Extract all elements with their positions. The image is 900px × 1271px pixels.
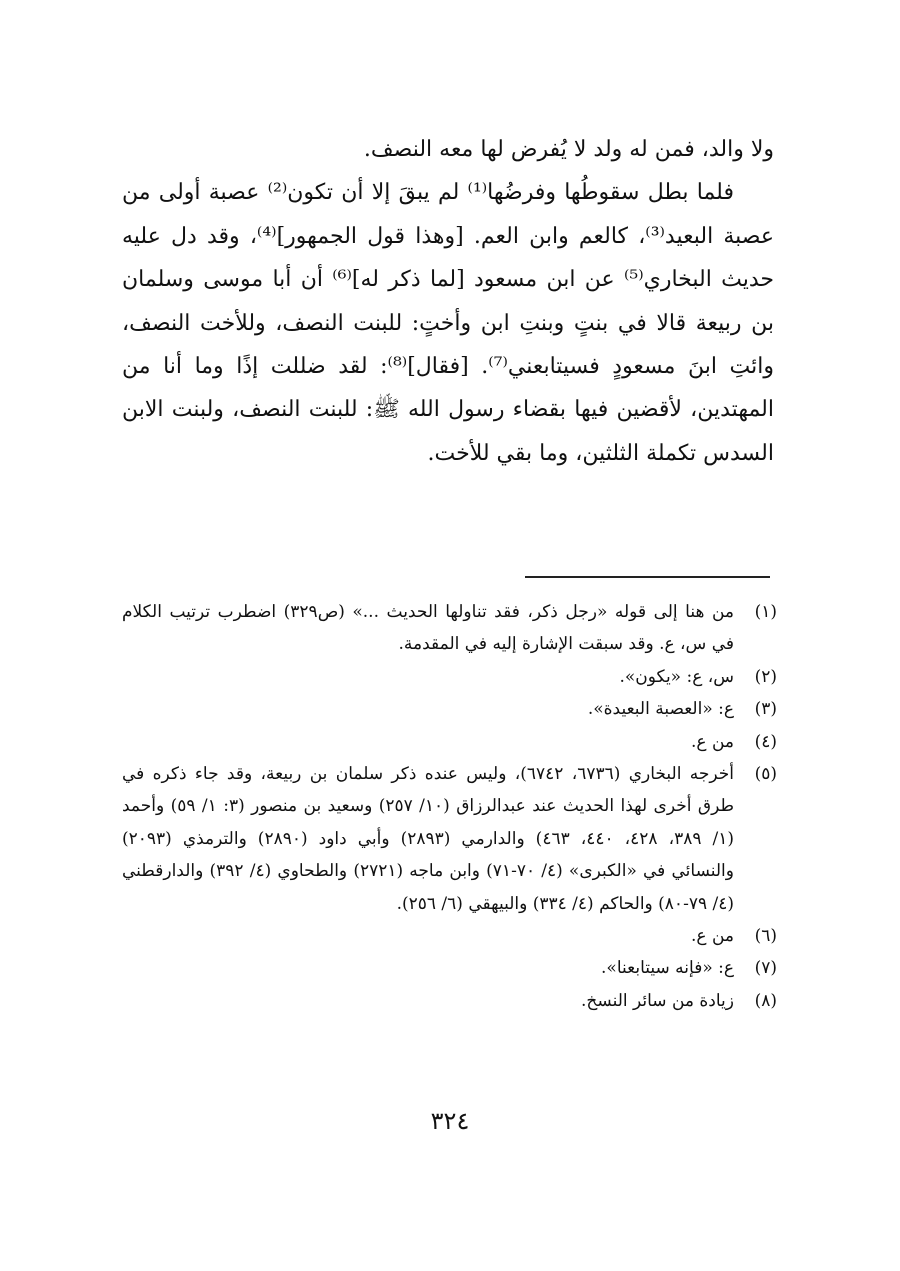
main-paragraph-2: فلما بطل سقوطُها وفرضُها⁽¹⁾ لم يبقَ إلا أن تكون⁽²⁾ عصبة أولى من عصبة البعيد⁽³⁾، كالعم وابن العم. [وهذا قول الجمهور]⁽⁴⁾، وقد دل عليه حديث البخاري⁽⁵⁾ عن ابن مسعود [لما ذكر له]⁽⁶⁾ أن أبا موسى وسلمان بن ربيعة قالا في بنتٍ وبنتِ ابن وأختٍ: للبنت النصف، وللأخت النصف، وائتِ ابنَ مسعودٍ فسيتابعني⁽⁷⁾. [فقال]⁽⁸⁾: لقد ضللت إذًا وما أنا من المهتدين، لأقضين فيها بقضاء رسول الله ﷺ: للبنت النصف، ولبنت الابن السدس تكملة الثلثين، وما بقي للأخت. — [122, 180, 775, 466]
footnotes-section — [122, 596, 777, 1017]
footnote-number: (٤) — [754, 731, 777, 752]
main-text-block — [122, 128, 774, 475]
footnote-number: (٣) — [754, 699, 777, 720]
footnote-number: (٧) — [754, 958, 777, 979]
main-paragraph-1: ولا والد، فمن له ولد لا يُفرض لها معه النصف. — [363, 137, 774, 162]
footnote-5 — [122, 758, 777, 920]
footnote-number: (٨) — [754, 990, 777, 1011]
footnote-text: ع: «فإنه سيتابعنا». — [601, 958, 734, 979]
footnote-text: زيادة من سائر النسخ. — [581, 990, 734, 1011]
footnote-number: (٥) — [754, 764, 777, 785]
footnote-2 — [122, 661, 777, 693]
footnote-number: (١) — [754, 602, 777, 622]
footnote-1 — [122, 596, 777, 661]
footnote-text: من ع. — [691, 926, 734, 947]
footnote-text: من هنا إلى قوله «رجل ذكر، فقد تناولها الحديث ...» (ص٣٢٩) اضطرب ترتيب الكلام في س، ع. وقد سبقت الإشارة إليه في المقدمة. — [122, 602, 734, 655]
footnote-4 — [122, 726, 777, 758]
footnote-3 — [122, 693, 777, 725]
footnote-text: س، ع: «يكون». — [619, 666, 734, 687]
footnote-divider — [525, 576, 770, 578]
footnote-8 — [122, 985, 777, 1017]
footnote-7 — [122, 952, 777, 984]
footnote-text: ع: «العصبة البعيدة». — [587, 699, 734, 720]
footnote-text: من ع. — [691, 731, 734, 752]
footnote-6 — [122, 920, 777, 952]
footnote-text: أخرجه البخاري (٦٧٣٦، ٦٧٤٢)، وليس عنده ذكر سلمان بن ربيعة، وقد جاء ذكره في طرق أخرى لهذا الحديث عند عبدالرزاق (١٠/ ٢٥٧) وسعيد بن منصور (٣: ١/ ٥٩) وأحمد (١/ ٣٨٩، ٤٢٨، ٤٤٠، ٤٦٣) والدارمي (٢٨٩٣) وأبي داود (٢٨٩٠) والترمذي (٢٠٩٣) والنسائي في «الكبرى» (٤/ ٧٠-٧١) وابن ماجه (٢٧٢١) والطحاوي (٤/ ٣٩٢) والدارقطني (٤/ ٧٩-٨٠) والحاكم (٤/ ٣٣٤) والبيهقي (٦/ ٢٥٦). — [122, 764, 735, 914]
footnote-number: (٦) — [754, 926, 777, 947]
footnote-number: (٢) — [754, 666, 777, 687]
page-number: ٣٢٤ — [430, 1107, 470, 1135]
